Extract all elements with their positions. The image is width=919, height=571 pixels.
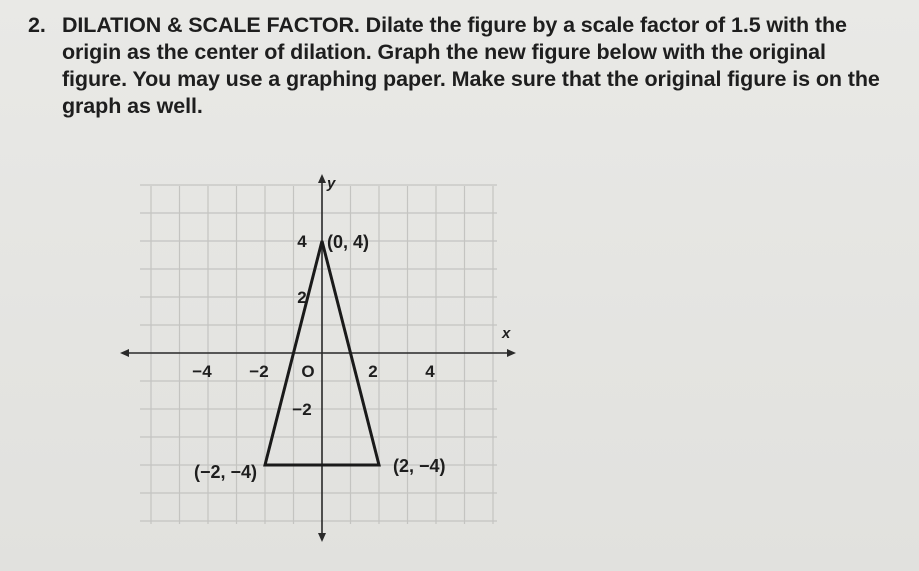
y-axis-label: y — [327, 175, 336, 192]
problem-line-3: figure. You may use a graphing paper. Make sure that the original figure is on the — [62, 67, 880, 91]
vertex-label: (0, 4) — [327, 232, 370, 252]
y-axis-arrow-down — [318, 533, 326, 542]
problem-number: 2. — [28, 13, 46, 37]
vertex-label: (2, −4) — [393, 456, 446, 476]
x-tick-label: −2 — [249, 362, 269, 381]
x-tick-label: −4 — [192, 362, 212, 381]
y-tick-label: −2 — [292, 400, 312, 419]
x-axis-arrow-left — [120, 349, 129, 357]
y-axis-arrow-up — [318, 174, 326, 183]
x-axis-label: x — [502, 325, 511, 342]
x-axis-arrow-right — [507, 349, 516, 357]
y-tick-label: 2 — [297, 288, 307, 307]
problem-line-2: origin as the center of dilation. Graph the new figure below with the original — [62, 40, 826, 64]
x-tick-label: 2 — [368, 362, 378, 381]
problem-line-1: 2. DILATION & SCALE FACTOR. Dilate the figure by a scale factor of 1.5 with the — [28, 13, 847, 37]
x-tick-label: 4 — [425, 362, 435, 381]
problem-line-4: graph as well. — [62, 94, 203, 118]
x-tick-label: O — [301, 362, 315, 381]
vertex-label: (−2, −4) — [193, 462, 257, 482]
y-tick-label: 4 — [297, 232, 307, 251]
